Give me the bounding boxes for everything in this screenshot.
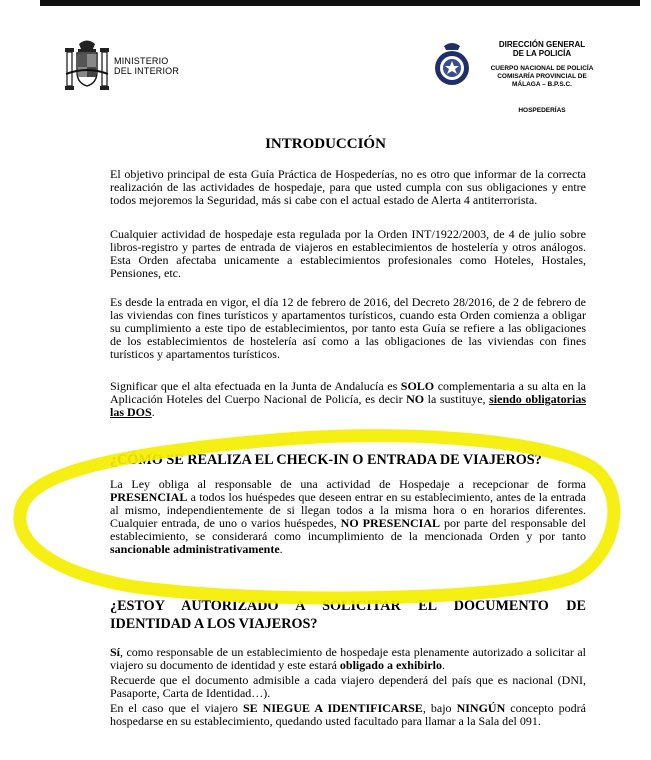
direction-line-1: DIRECCIÓN GENERAL [498, 40, 586, 49]
bold-se-niegue: SE NIEGUE A IDENTIFICARSE [242, 701, 423, 715]
text-run: En el caso que el viajero [110, 701, 243, 715]
checkin-paragraph [110, 478, 586, 557]
text-run: , bajo [422, 701, 457, 715]
text-run: . [151, 405, 155, 420]
text-run: , como responsable de un establecimiento de hospedaje esta plenamente autorizado a solicitar al viajero su documento de identidad y este estará [110, 645, 586, 673]
intro-paragraph-1: El objetivo principal de esta Guía Práctica de Hospederías, no es otro que informar de la correcta realización de las actividades de hospedaje, para que usted cumpla con sus obligaciones y entre todos mejoremos la Seguridad, más si cabe con el actual estado de Alerta 4 antiterrorista. [110, 167, 586, 208]
ministry-line-1: MINISTERIO [114, 56, 169, 66]
ministry-label [114, 56, 179, 76]
corps-info [472, 65, 612, 89]
text-run: por parte del responsable del establecimiento, se considerará como incumplimiento de la mencionada Orden y por tanto [110, 516, 586, 544]
intro-paragraph-4 [110, 380, 586, 419]
text-run: la sustituye, [424, 392, 490, 407]
intro-paragraph-3: Es desde la entrada en vigor, el día 12 de febrero de 2016, del Decreto 28/2016, de 2 de febrero de las viviendas con fines turísticos y apartamentos turísticos, cuando esta Orden comienza a obligar su cumplimiento a este tipo de establecimientos, por tanto esta Guía se refiere a las obligaciones de los establecimientos de hostelería así como a las obligaciones de las viviendas con fines turísticos y apartamentos turísticos. [110, 295, 586, 362]
bold-no: NO [406, 392, 425, 407]
bold-presencial: PRESENCIAL [110, 490, 188, 505]
corps-line-3: MÁLAGA – B.P.S.C. [512, 81, 572, 88]
document-heading-line-2: IDENTIDAD A LOS VIAJEROS? [110, 616, 318, 632]
text-run: complementaria a su alta en la Aplicación Hoteles del Cuerpo Nacional de Policía, es decir [110, 379, 586, 407]
section-label: HOSPEDERÍAS [518, 107, 566, 114]
police-badge-icon [432, 40, 472, 88]
text-run: a todos los huéspedes que deseen entrar en su establecimiento, antes de la entrada al mismo, independientemente de si llegan todos a la misma hora o en horarios diferentes. Cualquier entrada, de uno o varios huéspedes, [110, 490, 586, 531]
top-border-bar [40, 0, 640, 6]
checkin-heading: ¿CÓMO SE REALIZA EL CHECK-IN O ENTRADA DE VIAJEROS? [110, 452, 542, 468]
police-direction-header [472, 40, 612, 115]
document-paragraph-2: Recuerde que el documento admisible a cada viajero dependerá del país que es nacional (DNI, Pasaporte, Carta de Identidad…). [110, 673, 586, 701]
spain-coat-of-arms-icon [64, 38, 110, 94]
bold-underlined-both-required: siendo obligatorias las DOS [110, 392, 586, 420]
text-run: . [441, 658, 445, 673]
text-run: Significar que el alta efectuada en la Junta de Andalucía es [110, 379, 401, 393]
text-run: concepto podrá hospedarse en su establecimiento, quedando usted facultado para llamar a la Sala del 091. [110, 701, 586, 729]
corps-line-1: CUERPO NACIONAL DE POLICÍA [490, 65, 594, 72]
direction-line-2: DE LA POLICÍA [512, 49, 572, 58]
corps-line-2: COMISARÍA PROVINCIAL DE [497, 73, 587, 80]
intro-paragraph-2: Cualquier actividad de hospedaje esta regulada por la Orden INT/1922/2003, de 4 de julio sobre libros-registro y partes de entrada de viajeros en establecimientos de hostelería y otros análogos. Esta Orden afectaba unicamente a establecimientos profesionales como Hoteles, Hostales, Pensiones, etc. [110, 227, 586, 281]
bold-no-presencial: NO PRESENCIAL [340, 516, 441, 531]
bold-solo: SOLO [400, 379, 435, 393]
bold-obligado: obligado a exhibirlo [339, 658, 442, 673]
text-run: . [279, 542, 283, 557]
bold-sanctionable: sancionable administrativamente [110, 542, 280, 557]
document-heading-line-1: ¿ESTOY AUTORIZADO A SOLICITAR EL DOCUMENTO DE [110, 598, 586, 614]
document-paragraph-1 [110, 646, 586, 672]
document-paragraph-3 [110, 702, 586, 728]
bold-ningun: NINGÚN [456, 701, 506, 715]
ministry-line-2: DEL INTERIOR [114, 66, 180, 76]
bold-si: Sí [110, 645, 121, 659]
page-title: INTRODUCCIÓN [265, 136, 386, 152]
text-run: La Ley obliga al responsable de una actividad de Hospedaje a recepcionar de forma [110, 477, 586, 491]
